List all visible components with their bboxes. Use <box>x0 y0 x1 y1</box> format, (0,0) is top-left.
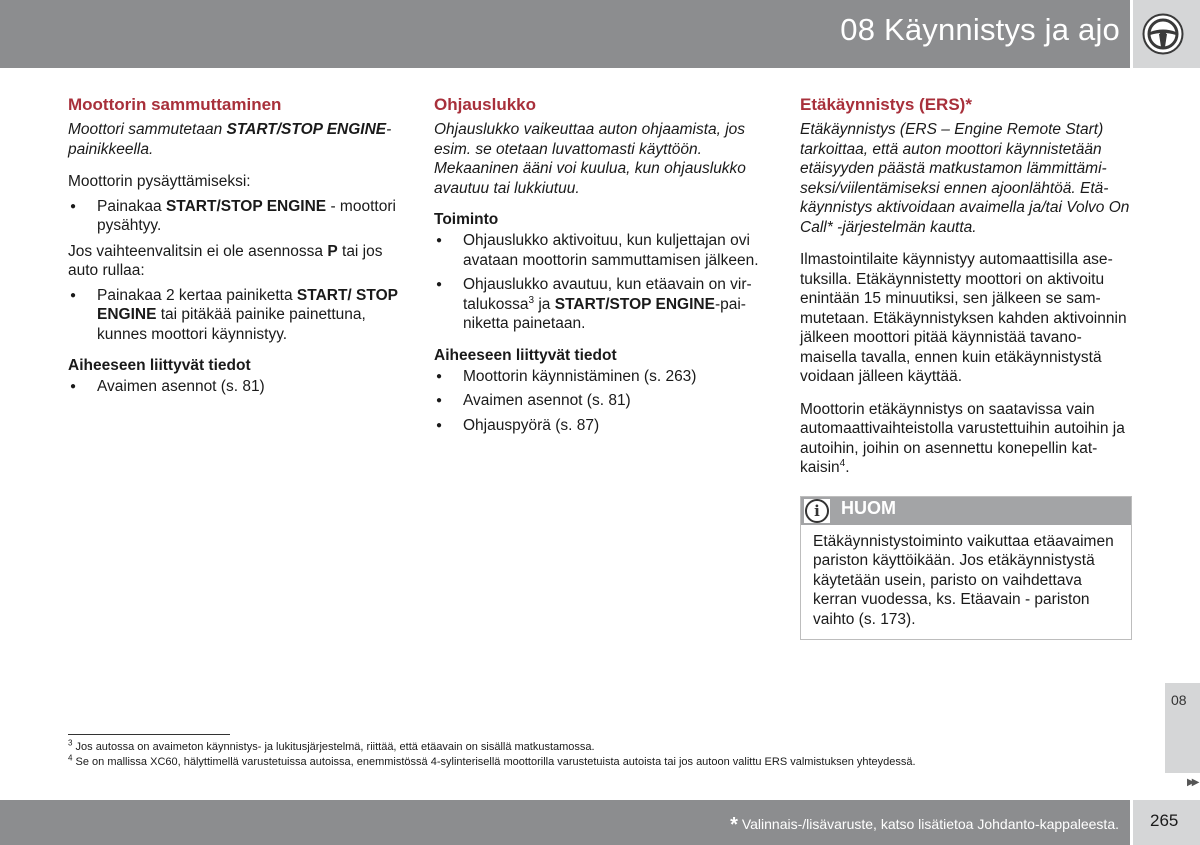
footnote: $^4$ Se on mallissa XC60, hälyttimellä varustetuissa autoissa, enemmistössä 4-sylinterisellä moottorilla varustetuista autoista tai jos autoon valittu ERS valmistuksen yhteydessä. <box>68 753 916 768</box>
related-list <box>68 377 398 397</box>
paragraph: Moottorin etäkäynnistys on saatavissa vain automaattivaihteistolla varustettuihin autoihin ja autoihin, joihin on asennettu konepellin katkaisin$^4$. <box>800 400 1125 476</box>
section-engine-stop <box>68 94 398 397</box>
section-title: Etäkäynnistys (ERS)* <box>800 95 972 114</box>
footnote-divider <box>68 734 230 735</box>
related-link[interactable]: ● Ohjauspyörä (s. 87) <box>434 416 764 436</box>
page-number: 265 <box>1150 811 1179 830</box>
lead-text: Moottori sammutetaan START/STOP ENGINE-painikkeella. <box>68 121 392 158</box>
note-header <box>801 497 1131 525</box>
lead-text: Etäkäynnistys (ERS – Engine Remote Start) tarkoittaa, että auton moottori käynnistetään etäisyyden päästä matkustamon lämmittämiseksi/viilentämiseksi ennen ajoonlähtöä. Etäkäynnistys aktivoidaan avaimella ja/tai Volvo On Call* -järjestelmän kautta. <box>800 121 1130 236</box>
paragraph: Ilmastointilaite käynnistyy automaattisilla asetuksilla. Etäkäynnistetty moottori on aktivoitu enintään 15 minuutiksi, sen jälkeen se sammutetaan. Etäkäynnistyksen kahden aktivoinnin jälkeen moottori pitää käynnistää tavanomaisella tavalla, ennen kuin etäkäynnistystä voidaan jälleen käyttää. <box>800 251 1127 385</box>
section-title: Moottorin sammuttaminen <box>68 95 282 114</box>
footnote: $^3$ Jos autossa on avaimeton käynnistys- ja lukitusjärjestelmä, riittää, että etäavain on sisällä matkustamossa. <box>68 738 595 753</box>
paragraph: Moottorin pysäyttämiseksi: <box>68 173 251 190</box>
related-list <box>434 367 764 436</box>
list-item: ● Painakaa START/STOP ENGINE - moottori pysähtyy. <box>68 197 398 236</box>
note-box <box>800 496 1132 641</box>
section-steering-lock <box>434 94 764 435</box>
lead-text: Ohjauslukko vaikeuttaa auton ohjaamista, jos esim. se otetaan luvattomasti käyttöön. Mekaaninen ääni voi kuulua, kun ohjauslukko avautuu tai lukkiutuu. <box>434 121 746 197</box>
paragraph: Jos vaihteenvalitsin ei ole asennossa P tai jos auto rullaa: <box>68 242 383 279</box>
list-item: ● Painakaa 2 kertaa painiketta START/ STOP ENGINE tai pitäkää painike painettuna, kunnes moottori käynnistyy. <box>68 286 398 345</box>
steering-wheel-icon <box>1142 13 1184 55</box>
bullet-list <box>68 286 398 345</box>
list-item: ● Ohjauslukko avautuu, kun etäavain on virtalukossa$^3$ ja START/STOP ENGINE-painiketta painetaan. <box>434 275 764 334</box>
note-body: Etäkäynnistystoiminto vaikuttaa etäavaimen pariston käyttöikään. Jos etäkäynnistystä käytetään usein, paristo on vaihdettava kerran vuodessa, ks. Etäavain - pariston vaihto (s. 173). <box>813 532 1114 628</box>
footnotes <box>68 740 1068 770</box>
related-title: Aiheeseen liittyvät tiedot <box>434 346 617 364</box>
bullet-list <box>434 231 764 334</box>
info-icon: i <box>804 499 830 523</box>
related-title: Aiheeseen liittyvät tiedot <box>68 357 251 374</box>
chapter-side-tab[interactable]: 08 <box>1165 683 1200 773</box>
section-title: Ohjauslukko <box>434 95 537 114</box>
related-link[interactable]: ● Avaimen asennot (s. 81) <box>434 391 764 411</box>
section-remote-start <box>800 94 1130 640</box>
footer-note: * Valinnais-/lisävaruste, katso lisätietoa Johdanto-kappaleesta. <box>730 814 1119 836</box>
fast-forward-icon[interactable]: ▶▶ <box>1187 777 1197 788</box>
list-item: ● Ohjauslukko aktivoituu, kun kuljettajan ovi avataan moottorin sammuttamisen jälkeen. <box>434 231 764 270</box>
chapter-title: 08 Käynnistys ja ajo <box>840 12 1120 47</box>
function-title: Toiminto <box>434 211 499 228</box>
bullet-list <box>68 197 398 236</box>
note-title: HUOM <box>841 497 896 518</box>
related-link[interactable]: ● Avaimen asennot (s. 81) <box>68 377 398 397</box>
related-link[interactable]: ● Moottorin käynnistäminen (s. 263) <box>434 367 764 387</box>
